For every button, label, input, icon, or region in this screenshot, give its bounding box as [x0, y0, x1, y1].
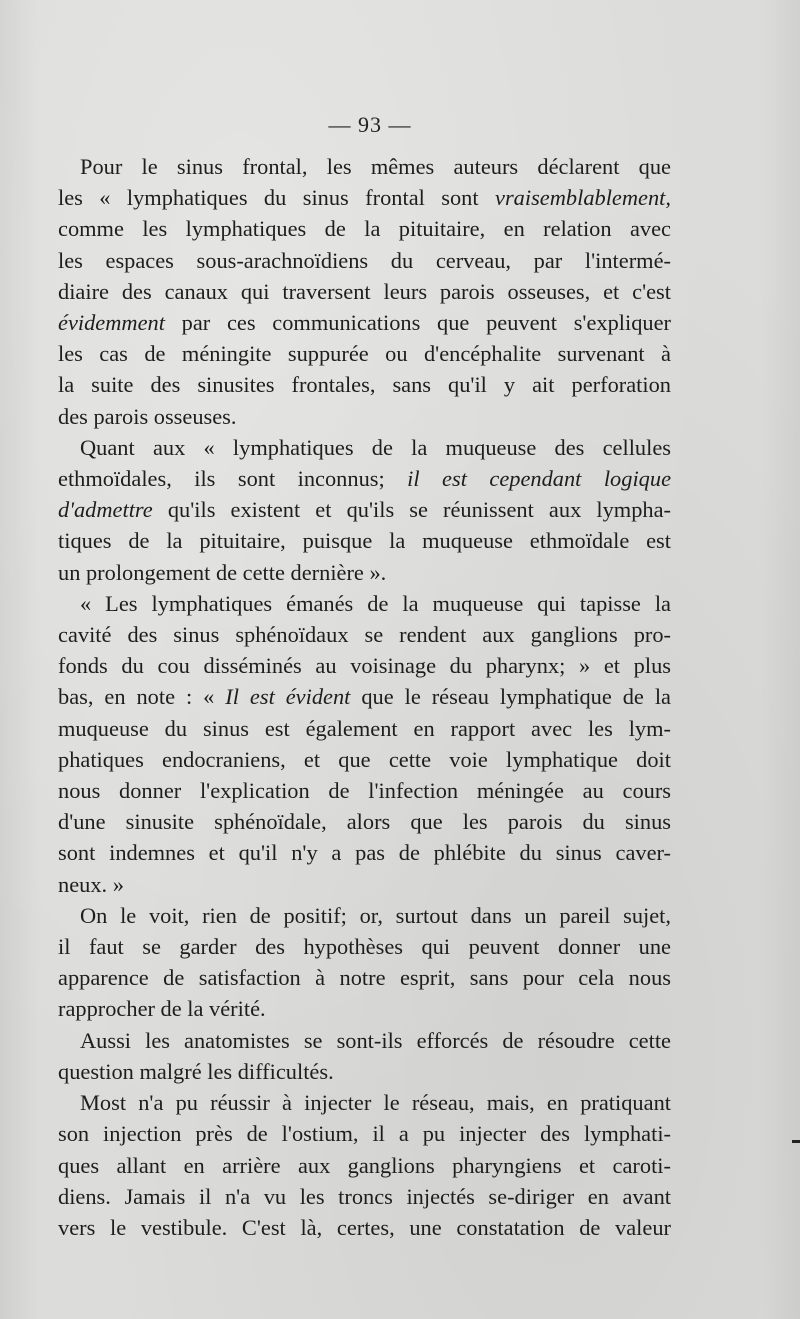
text-line — [58, 775, 671, 806]
text-run: qu'ils existent et qu'ils se réunissent aux lympha- — [152, 497, 671, 523]
text-run: la suite des sinusites frontales, sans qu'il y ait perforation — [58, 372, 671, 398]
text-run: les « lymphatiques du sinus frontal sont — [58, 185, 496, 211]
text-line — [58, 619, 671, 650]
text-run: ques allant en arrière aux ganglions pharyngiens et caroti- — [58, 1152, 671, 1178]
text-run: les cas de méningite suppurée ou d'encéphalite survenant à — [58, 341, 671, 367]
text-run: que le réseau lymphatique de la — [350, 684, 671, 710]
text-line — [58, 432, 671, 463]
text-line — [58, 744, 671, 775]
italic-text: il est cependant logique — [407, 466, 672, 492]
text-line — [58, 1150, 671, 1181]
text-run: On le voit, rien de positif; or, surtout dans un pareil sujet, — [80, 902, 671, 928]
text-line — [58, 650, 671, 681]
text-line — [58, 182, 671, 213]
text-line — [58, 276, 671, 307]
italic-text: d'admettre — [58, 497, 153, 523]
text-line — [58, 1056, 671, 1087]
text-line — [58, 463, 671, 494]
text-run: comme les lymphatiques de la pituitaire, en relation avec — [58, 216, 671, 242]
text-run: cavité des sinus sphénoïdaux se rendent aux ganglions pro- — [58, 622, 671, 648]
text-run: Pour le sinus frontal, les mêmes auteurs déclarent que — [80, 154, 671, 179]
text-run: vers le vestibule. C'est là, certes, une constatation de valeur — [58, 1214, 671, 1240]
italic-text: Il est évident — [225, 684, 351, 710]
text-line — [58, 900, 671, 931]
text-run: bas, en note : « — [58, 684, 226, 710]
text-line — [58, 307, 671, 338]
text-line — [58, 931, 671, 962]
text-line — [58, 245, 671, 276]
text-line — [58, 338, 671, 369]
text-run: apparence de satisfaction à notre esprit, sans pour cela nous — [58, 965, 671, 991]
text-run: sont indemnes et qu'il n'y a pas de phlébite du sinus caver- — [58, 840, 671, 866]
text-run: phatiques endocraniens, et que cette voie lymphatique doit — [58, 746, 671, 772]
text-run: Quant aux « lymphatiques de la muqueuse des cellules — [80, 434, 671, 460]
text-run: d'une sinusite sphénoïdale, alors que les parois du sinus — [58, 809, 671, 835]
body-text — [58, 151, 671, 1243]
text-run: neux. » — [58, 871, 124, 897]
italic-text: vraisemblablement, — [495, 185, 671, 211]
text-line — [58, 494, 671, 525]
text-run: Aussi les anatomistes se sont-ils efforcés de résoudre cette — [80, 1027, 671, 1053]
text-line — [58, 1025, 671, 1056]
text-run: par ces communications que peuvent s'expliquer — [164, 310, 671, 336]
italic-text: évidemment — [58, 310, 165, 336]
text-run: fonds du cou disséminés au voisinage du pharynx; » et plus — [58, 653, 671, 679]
margin-mark — [792, 1140, 800, 1143]
text-run: les espaces sous-arachnoïdiens du cerveau, par l'intermé- — [58, 247, 671, 273]
text-line — [58, 151, 671, 182]
text-run: tiques de la pituitaire, puisque la muqueuse ethmoïdale est — [58, 528, 671, 554]
text-run: diens. Jamais il n'a vu les troncs injectés se-diriger en avant — [58, 1183, 671, 1209]
text-run: des parois osseuses. — [58, 403, 237, 429]
text-run: rapprocher de la vérité. — [58, 996, 266, 1022]
text-run: un prolongement de cette dernière ». — [58, 559, 387, 585]
text-line — [58, 806, 671, 837]
text-run: question malgré les difficultés. — [58, 1058, 334, 1084]
text-line — [58, 401, 671, 432]
text-line — [58, 1212, 671, 1243]
text-line — [58, 213, 671, 244]
text-run: « Les lymphatiques émanés de la muqueuse qui tapisse la — [80, 590, 671, 616]
text-run: nous donner l'explication de l'infection méningée au cours — [58, 778, 671, 804]
text-line — [58, 837, 671, 868]
text-run: il faut se garder des hypothèses qui peuvent donner une — [58, 934, 671, 960]
page-number: — 93 — — [328, 112, 412, 137]
text-line — [58, 1087, 671, 1118]
text-line — [58, 1118, 671, 1149]
text-run: ethmoïdales, ils sont inconnus; — [58, 466, 408, 492]
text-line — [58, 713, 671, 744]
text-line — [58, 869, 671, 900]
text-line — [58, 588, 671, 619]
text-run: Most n'a pu réussir à injecter le réseau, mais, en pratiquant — [80, 1090, 671, 1116]
text-run: diaire des canaux qui traversent leurs parois osseuses, et c'est — [58, 278, 671, 304]
text-line — [58, 1181, 671, 1212]
text-line — [58, 993, 671, 1024]
text-line — [58, 557, 671, 588]
text-run: muqueuse du sinus est également en rapport avec les lym- — [58, 715, 671, 741]
text-line — [58, 681, 671, 712]
text-run: son injection près de l'ostium, il a pu injecter des lymphati- — [58, 1121, 671, 1147]
text-line — [58, 525, 671, 556]
text-line — [58, 962, 671, 993]
text-line — [58, 369, 671, 400]
